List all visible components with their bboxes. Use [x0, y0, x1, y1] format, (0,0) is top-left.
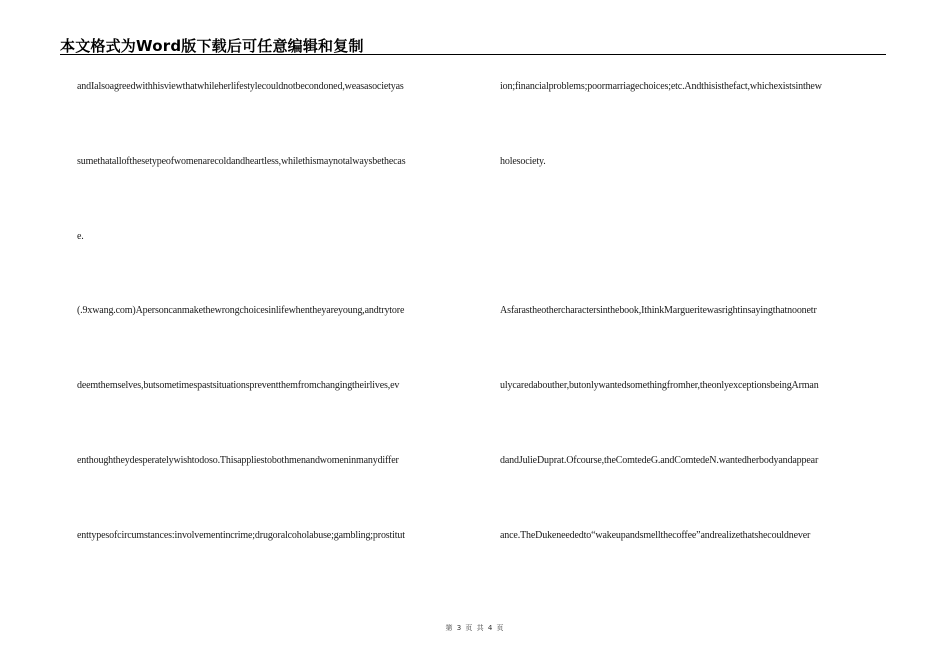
text-line: deemthemselves,butsometimespastsituationspreventthemfromchangingtheirlives,ev	[77, 380, 400, 391]
text-line: enthoughtheydesperatelywishtodoso.Thisappliestobothmenandwomeninmanydiffer	[77, 455, 399, 466]
text-line: enttypesofcircumstances:involvementincrime;drugoralcoholabuse;gambling;prostitut	[77, 530, 405, 541]
text-line: (.9xwang.com)Apersoncanmakethewrongchoicesinlifewhentheyareyoung,andtrytore	[77, 305, 405, 316]
text-line: ulycaredabouther,butonlywantedsomethingfromher,theonlyexceptionsbeingArman	[500, 380, 819, 391]
text-line: Asfarastheothercharactersinthebook,IthinkMargueritewasrightinsayingthatnoonetr	[500, 305, 817, 316]
text-line: andIalsoagreedwithhisviewthatwhileherlifestylecouldnotbecondoned,weasasocietyas	[77, 81, 404, 92]
text-line: dandJulieDuprat.Ofcourse,theComtedeG.andComtedeN.wantedherbodyandappear	[500, 455, 819, 466]
text-line: sumethatallofthesetypeofwomenarecoldandheartless,whilethismaynotalwaysbethecas	[77, 156, 406, 167]
right-text-column	[500, 0, 890, 672]
text-line: holesociety.	[500, 156, 546, 167]
page-header-title: 本文格式为Word版下载后可任意编辑和复制	[60, 37, 364, 55]
left-text-column	[77, 0, 467, 672]
page-number-footer: 第 3 页 共 4 页	[445, 624, 505, 632]
text-line: ion;financialproblems;poormarriagechoices;etc.Andthisisthefact,whichexistsinthew	[500, 81, 822, 92]
text-line: e.	[77, 231, 84, 242]
text-line: ance.TheDukeneededto“wakeupandsmellthecoffee”andrealizethatshecouldnever	[500, 530, 811, 541]
